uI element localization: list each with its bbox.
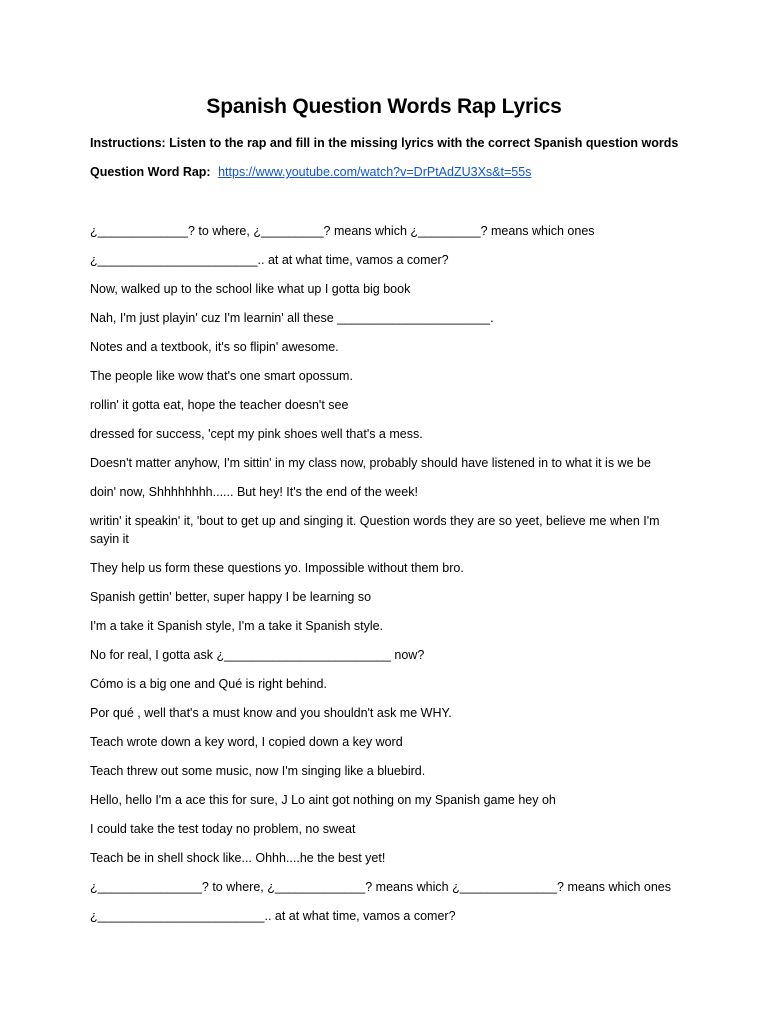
lyric-line: Doesn't matter anyhow, I'm sittin' in my class now, probably should have listened in to what it is we be bbox=[90, 456, 651, 470]
lyric-line: The people like wow that's one smart opossum. bbox=[90, 369, 353, 383]
lyric-line: ¿_______________? to where, ¿_____________? means which ¿______________? means which ones bbox=[90, 880, 671, 894]
lyric-line: Teach be in shell shock like... Ohhh....he the best yet! bbox=[90, 851, 386, 865]
lyric-line: Por qué , well that's a must know and you shouldn't ask me WHY. bbox=[90, 706, 452, 720]
lyric-line: Teach wrote down a key word, I copied down a key word bbox=[90, 735, 403, 749]
lyrics-list bbox=[90, 222, 690, 936]
lyric-line: Teach threw out some music, now I'm singing like a bluebird. bbox=[90, 764, 426, 778]
lyric-line: Notes and a textbook, it's so flipin' awesome. bbox=[90, 340, 339, 354]
lyric-line: I could take the test today no problem, no sweat bbox=[90, 822, 356, 836]
youtube-link[interactable]: https://www.youtube.com/watch?v=DrPtAdZU3Xs&t=55s bbox=[218, 165, 532, 179]
lyric-line: dressed for success, 'cept my pink shoes well that's a mess. bbox=[90, 427, 423, 441]
lyric-line: Cómo is a big one and Qué is right behind. bbox=[90, 677, 327, 691]
lyric-line: rollin' it gotta eat, hope the teacher doesn't see bbox=[90, 398, 349, 412]
lyric-line: Spanish gettin' better, super happy I be learning so bbox=[90, 590, 372, 604]
lyric-line: Nah, I'm just playin' cuz I'm learnin' all these ______________________. bbox=[90, 311, 494, 325]
lyric-line: They help us form these questions yo. Impossible without them bro. bbox=[90, 561, 464, 575]
lyric-line: Hello, hello I'm a ace this for sure, J Lo aint got nothing on my Spanish game hey oh bbox=[90, 793, 556, 807]
lyric-line: doin' now, Shhhhhhhh...... But hey! It's the end of the week! bbox=[90, 485, 418, 499]
lyric-line: I'm a take it Spanish style, I'm a take it Spanish style. bbox=[90, 619, 384, 633]
lyric-line: ¿_____________? to where, ¿_________? means which ¿_________? means which ones bbox=[90, 224, 595, 238]
page-title: Spanish Question Words Rap Lyrics bbox=[206, 95, 562, 118]
rap-label: Question Word Rap: bbox=[90, 165, 211, 179]
lyric-line: No for real, I gotta ask ¿________________________ now? bbox=[90, 648, 425, 662]
lyric-line: writin' it speakin' it, 'bout to get up and singing it. Question words they are so yeet, believe me when I'm sayin it bbox=[90, 514, 660, 546]
lyric-line: ¿_______________________.. at at what time, vamos a comer? bbox=[90, 253, 449, 267]
rap-link-line bbox=[90, 164, 531, 180]
lyric-line: Now, walked up to the school like what up I gotta big book bbox=[90, 282, 411, 296]
instructions-text: Instructions: Listen to the rap and fill in the missing lyrics with the correct Spanish question words bbox=[90, 136, 679, 150]
lyric-line: ¿________________________.. at at what time, vamos a comer? bbox=[90, 909, 456, 923]
